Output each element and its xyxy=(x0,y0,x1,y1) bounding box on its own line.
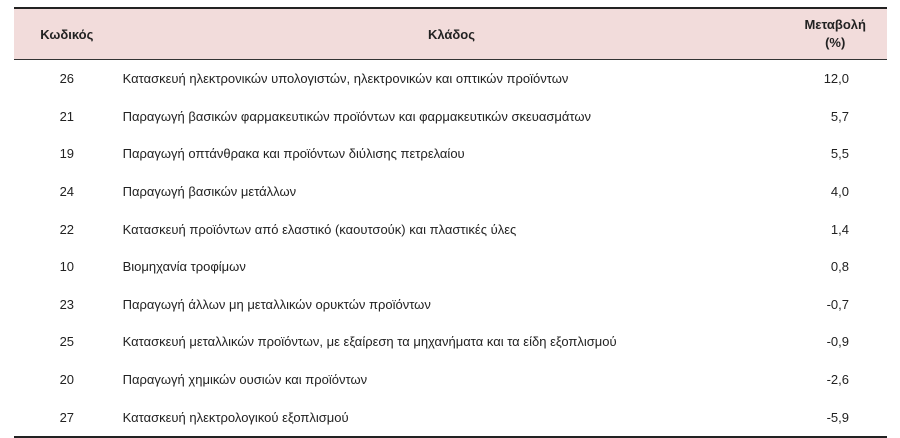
row-sector: Παραγωγή χημικών ουσιών και προϊόντων xyxy=(122,372,368,388)
row-code: 21 xyxy=(59,108,75,124)
table-row xyxy=(14,286,887,324)
row-sector: Κατασκευή μεταλλικών προϊόντων, με εξαίρεση τα μηχανήματα και τα είδη εξοπλισμού xyxy=(122,334,617,350)
row-sector: Παραγωγή βασικών φαρμακευτικών προϊόντων και φαρμακευτικών σκευασμάτων xyxy=(122,108,592,124)
table-row xyxy=(14,398,887,437)
row-code: 22 xyxy=(59,221,75,237)
header-change-line1: Μεταβολή xyxy=(804,17,866,32)
sector-change-table xyxy=(14,7,887,438)
row-sector: Κατασκευή ηλεκτρολογικού εξοπλισμού xyxy=(122,409,349,425)
row-code: 26 xyxy=(59,71,75,87)
sector-change-table-container xyxy=(14,7,887,438)
row-code: 27 xyxy=(59,409,75,425)
header-code: Κωδικός xyxy=(40,26,94,42)
row-code: 19 xyxy=(59,146,75,162)
table-row xyxy=(14,135,887,173)
row-sector: Παραγωγή βασικών μετάλλων xyxy=(122,184,297,200)
table-row xyxy=(14,361,887,399)
header-row xyxy=(14,8,887,60)
row-change: 12,0 xyxy=(823,71,849,87)
table-header xyxy=(14,8,887,60)
row-sector: Παραγωγή άλλων μη μεταλλικών ορυκτών προϊόντων xyxy=(122,296,431,312)
table-row xyxy=(14,210,887,248)
row-code: 23 xyxy=(59,296,75,312)
row-code: 25 xyxy=(59,334,75,350)
table-body xyxy=(14,60,887,437)
row-change: 0,8 xyxy=(830,259,849,275)
header-sector: Κλάδος xyxy=(427,26,476,42)
row-sector: Παραγωγή οπτάνθρακα και προϊόντων διύλισης πετρελαίου xyxy=(122,146,465,162)
row-change: -2,6 xyxy=(826,372,849,388)
table-row xyxy=(14,98,887,136)
table-row xyxy=(14,173,887,211)
row-code: 10 xyxy=(59,259,75,275)
table-row xyxy=(14,60,887,98)
row-change: 4,0 xyxy=(830,184,849,200)
row-change: -5,9 xyxy=(826,409,849,425)
header-change xyxy=(783,8,887,60)
row-change: -0,9 xyxy=(826,334,849,350)
row-code: 24 xyxy=(59,184,75,200)
row-code: 20 xyxy=(59,372,75,388)
row-change: 5,5 xyxy=(830,146,849,162)
table-row xyxy=(14,248,887,286)
header-change-line2: (%) xyxy=(825,35,846,50)
row-change: 1,4 xyxy=(830,221,849,237)
table-row xyxy=(14,323,887,361)
row-sector: Κατασκευή ηλεκτρονικών υπολογιστών, ηλεκτρονικών και οπτικών προϊόντων xyxy=(122,71,569,87)
row-change: -0,7 xyxy=(826,296,849,312)
row-sector: Κατασκευή προϊόντων από ελαστικό (καουτσούκ) και πλαστικές ύλες xyxy=(122,221,517,237)
row-sector: Βιομηχανία τροφίμων xyxy=(122,259,246,275)
row-change: 5,7 xyxy=(830,108,849,124)
